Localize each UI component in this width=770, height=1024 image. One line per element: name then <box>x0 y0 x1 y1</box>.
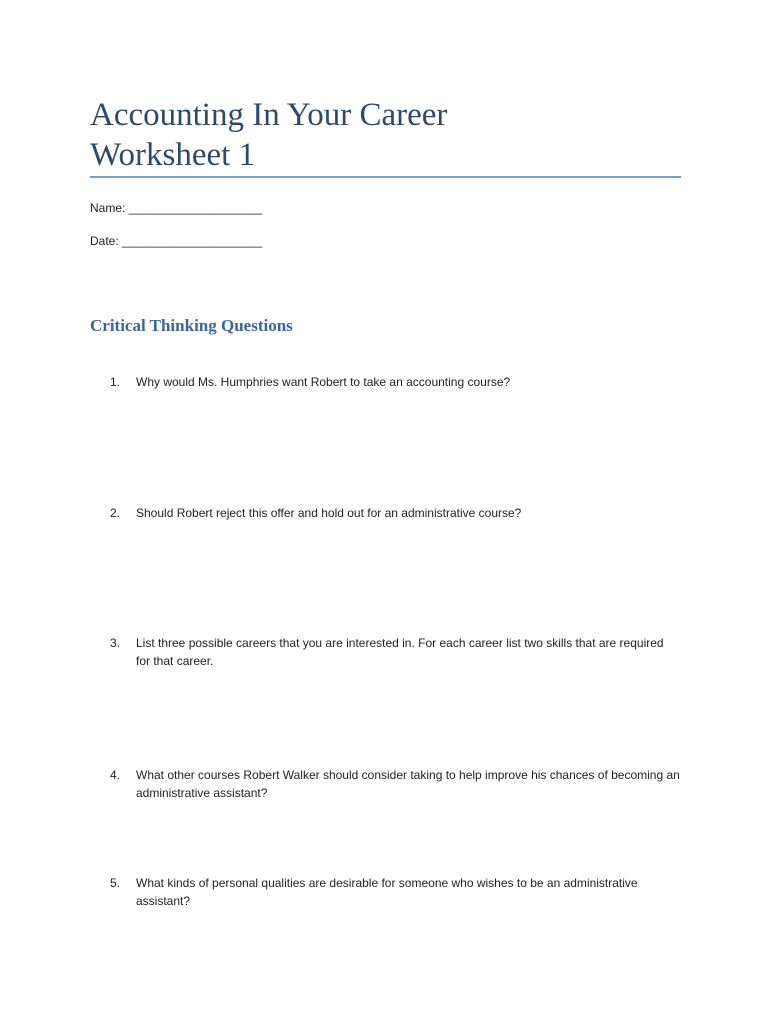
question-2 <box>110 504 680 522</box>
question-4 <box>110 766 680 802</box>
title-line-1: Accounting In Your Career <box>90 97 448 133</box>
question-number: 2. <box>110 506 121 520</box>
date-field: Date: _____________________ <box>90 234 263 248</box>
question-text: What kinds of personal qualities are desirable for someone who wishes to be an administrative assistant? <box>136 876 638 908</box>
question-text: What other courses Robert Walker should consider taking to help improve his chances of becoming an administrative assistant? <box>136 768 680 800</box>
question-number: 5. <box>110 876 121 890</box>
question-number: 3. <box>110 636 121 650</box>
question-number: 1. <box>110 375 121 389</box>
title-divider <box>90 176 681 178</box>
question-text: Why would Ms. Humphries want Robert to take an accounting course? <box>136 375 511 389</box>
question-1 <box>110 373 680 391</box>
question-5 <box>110 874 680 910</box>
name-field: Name: ____________________ <box>90 201 263 215</box>
worksheet-title <box>90 95 680 175</box>
title-line-2: Worksheet 1 <box>90 137 256 173</box>
question-number: 4. <box>110 768 121 782</box>
question-3 <box>110 634 680 670</box>
question-text: List three possible careers that you are interested in. For each career list two skills that are required for that career. <box>136 636 664 668</box>
question-text: Should Robert reject this offer and hold out for an administrative course? <box>136 506 522 520</box>
section-heading: Critical Thinking Questions <box>90 316 293 335</box>
